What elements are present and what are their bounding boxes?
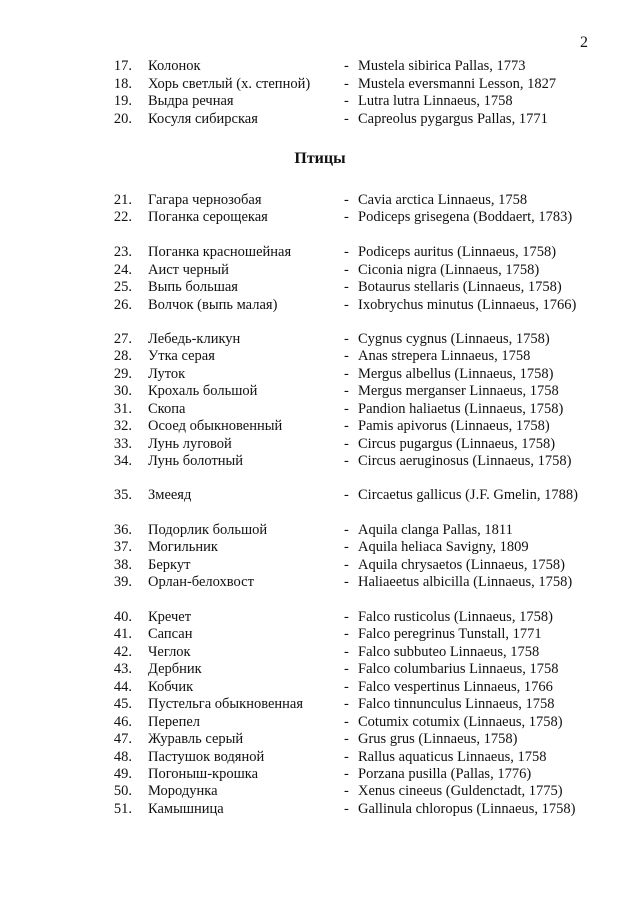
separator-dash: - <box>344 644 349 660</box>
russian-name: Гагара чернозобая <box>148 192 262 208</box>
separator-dash: - <box>344 626 349 642</box>
item-number: 21. <box>113 192 132 208</box>
russian-name: Пастушок водяной <box>148 749 265 765</box>
item-number: 20. <box>113 111 132 127</box>
item-number: 29. <box>113 366 132 382</box>
russian-name: Аист черный <box>148 262 229 278</box>
separator-dash: - <box>344 731 349 747</box>
latin-name: Mergus albellus (Linnaeus, 1758) <box>358 366 554 382</box>
russian-name: Колонок <box>148 58 201 74</box>
separator-dash: - <box>344 262 349 278</box>
separator-dash: - <box>344 696 349 712</box>
latin-name: Falco vespertinus Linnaeus, 1766 <box>358 679 553 695</box>
russian-name: Кречет <box>148 609 192 625</box>
latin-name: Rallus aquaticus Linnaeus, 1758 <box>358 749 547 765</box>
russian-name: Чеглок <box>148 644 191 660</box>
item-number: 25. <box>113 279 132 295</box>
latin-name: Gallinula chloropus (Linnaeus, 1758) <box>358 801 576 817</box>
russian-name: Луток <box>148 366 186 382</box>
item-number: 17. <box>113 58 132 74</box>
item-number: 27. <box>113 331 132 347</box>
separator-dash: - <box>344 749 349 765</box>
russian-name: Мородунка <box>148 783 218 799</box>
separator-dash: - <box>344 453 349 469</box>
russian-name: Кобчик <box>148 679 194 695</box>
russian-name: Пустельга обыкновенная <box>148 696 304 712</box>
latin-name: Pandion haliaetus (Linnaeus, 1758) <box>358 401 564 417</box>
latin-name: Falco subbuteo Linnaeus, 1758 <box>358 644 540 660</box>
latin-name: Podiceps auritus (Linnaeus, 1758) <box>358 244 557 260</box>
separator-dash: - <box>344 783 349 799</box>
latin-name: Circaetus gallicus (J.F. Gmelin, 1788) <box>358 487 578 503</box>
latin-name: Falco rusticolus (Linnaeus, 1758) <box>358 609 553 625</box>
latin-name: Circus aeruginosus (Linnaeus, 1758) <box>358 453 572 469</box>
latin-name: Pamis apivorus (Linnaeus, 1758) <box>358 418 550 434</box>
latin-name: Ixobrychus minutus (Linnaeus, 1766) <box>358 297 577 313</box>
latin-name: Capreolus pygargus Pallas, 1771 <box>358 111 548 127</box>
item-number: 39. <box>113 574 132 590</box>
item-number: 48. <box>113 749 132 765</box>
latin-name: Circus pugargus (Linnaeus, 1758) <box>358 436 556 452</box>
russian-name: Хорь светлый (х. степной) <box>148 76 311 92</box>
separator-dash: - <box>344 679 349 695</box>
separator-dash: - <box>344 487 349 503</box>
russian-name: Лунь болотный <box>148 453 244 469</box>
item-number: 18. <box>113 76 132 92</box>
item-number: 40. <box>113 609 132 625</box>
item-number: 24. <box>113 262 132 278</box>
russian-name: Погоныш-крошка <box>148 766 259 782</box>
separator-dash: - <box>344 766 349 782</box>
item-number: 44. <box>113 679 132 695</box>
separator-dash: - <box>344 418 349 434</box>
russian-name: Лебедь-кликун <box>148 331 241 347</box>
russian-name: Поганка красношейная <box>148 244 292 260</box>
item-number: 26. <box>113 297 132 313</box>
separator-dash: - <box>344 714 349 730</box>
separator-dash: - <box>344 279 349 295</box>
separator-dash: - <box>344 348 349 364</box>
item-number: 35. <box>113 487 132 503</box>
russian-name: Лунь луговой <box>148 436 232 452</box>
russian-name: Змееяд <box>148 487 192 503</box>
russian-name: Журавль серый <box>148 731 244 747</box>
russian-name: Дербник <box>148 661 202 677</box>
russian-name: Косуля сибирская <box>148 111 258 127</box>
item-number: 30. <box>113 383 132 399</box>
latin-name: Mustela sibirica Pallas, 1773 <box>358 58 526 74</box>
latin-name: Mustela eversmanni Lesson, 1827 <box>358 76 557 92</box>
item-number: 31. <box>113 401 132 417</box>
item-number: 45. <box>113 696 132 712</box>
item-number: 46. <box>113 714 132 730</box>
latin-name: Falco tinnunculus Linnaeus, 1758 <box>358 696 555 712</box>
russian-name: Волчок (выпь малая) <box>148 297 278 313</box>
page-number: 2 <box>580 34 588 51</box>
russian-name: Поганка серощекая <box>148 209 268 225</box>
separator-dash: - <box>344 209 349 225</box>
russian-name: Крохаль большой <box>148 383 258 399</box>
item-number: 37. <box>113 539 132 555</box>
russian-name: Беркут <box>148 557 191 573</box>
item-number: 28. <box>113 348 132 364</box>
separator-dash: - <box>344 436 349 452</box>
latin-name: Mergus merganser Linnaeus, 1758 <box>358 383 559 399</box>
latin-name: Anas strepera Linnaeus, 1758 <box>358 348 531 364</box>
latin-name: Haliaeetus albicilla (Linnaeus, 1758) <box>358 574 573 590</box>
item-number: 41. <box>113 626 132 642</box>
item-number: 34. <box>113 453 132 469</box>
latin-name: Falco peregrinus Tunstall, 1771 <box>358 626 542 642</box>
separator-dash: - <box>344 331 349 347</box>
russian-name: Осоед обыкновенный <box>148 418 283 434</box>
latin-name: Podiceps grisegena (Boddaert, 1783) <box>358 209 573 225</box>
separator-dash: - <box>344 383 349 399</box>
separator-dash: - <box>344 401 349 417</box>
russian-name: Орлан-белохвост <box>148 574 254 590</box>
separator-dash: - <box>344 801 349 817</box>
separator-dash: - <box>344 661 349 677</box>
russian-name: Перепел <box>148 714 201 730</box>
latin-name: Ciconia nigra (Linnaeus, 1758) <box>358 262 540 278</box>
russian-name: Подорлик большой <box>148 522 268 538</box>
russian-name: Скопа <box>148 401 186 417</box>
separator-dash: - <box>344 366 349 382</box>
latin-name: Lutra lutra Linnaeus, 1758 <box>358 93 513 109</box>
latin-name: Cavia arctica Linnaeus, 1758 <box>358 192 528 208</box>
latin-name: Xenus cineeus (Guldenctadt, 1775) <box>358 783 563 799</box>
separator-dash: - <box>344 539 349 555</box>
separator-dash: - <box>344 192 349 208</box>
item-number: 51. <box>113 801 132 817</box>
separator-dash: - <box>344 297 349 313</box>
russian-name: Могильник <box>148 539 218 555</box>
latin-name: Cygnus cygnus (Linnaeus, 1758) <box>358 331 550 347</box>
item-number: 38. <box>113 557 132 573</box>
latin-name: Falco columbarius Linnaeus, 1758 <box>358 661 559 677</box>
item-number: 43. <box>113 661 132 677</box>
latin-name: Botaurus stellaris (Linnaeus, 1758) <box>358 279 562 295</box>
separator-dash: - <box>344 111 349 127</box>
russian-name: Камышница <box>148 801 224 817</box>
item-number: 22. <box>113 209 132 225</box>
separator-dash: - <box>344 58 349 74</box>
separator-dash: - <box>344 244 349 260</box>
latin-name: Aquila clanga Pallas, 1811 <box>358 522 513 538</box>
item-number: 36. <box>113 522 132 538</box>
section-title: Птицы <box>294 150 346 167</box>
separator-dash: - <box>344 557 349 573</box>
russian-name: Сапсан <box>148 626 193 642</box>
latin-name: Cotumix cotumix (Linnaeus, 1758) <box>358 714 563 730</box>
item-number: 33. <box>113 436 132 452</box>
separator-dash: - <box>344 574 349 590</box>
item-number: 47. <box>113 731 132 747</box>
item-number: 19. <box>113 93 132 109</box>
russian-name: Утка серая <box>148 348 215 364</box>
latin-name: Aquila chrysaetos (Linnaeus, 1758) <box>358 557 565 573</box>
separator-dash: - <box>344 76 349 92</box>
separator-dash: - <box>344 522 349 538</box>
item-number: 50. <box>113 783 132 799</box>
latin-name: Porzana pusilla (Pallas, 1776) <box>358 766 532 782</box>
latin-name: Grus grus (Linnaeus, 1758) <box>358 731 518 747</box>
item-number: 49. <box>113 766 132 782</box>
item-number: 23. <box>113 244 132 260</box>
russian-name: Выдра речная <box>148 93 234 109</box>
separator-dash: - <box>344 93 349 109</box>
item-number: 42. <box>113 644 132 660</box>
item-number: 32. <box>113 418 132 434</box>
russian-name: Выпь большая <box>148 279 238 295</box>
separator-dash: - <box>344 609 349 625</box>
latin-name: Aquila heliaca Savigny, 1809 <box>358 539 529 555</box>
